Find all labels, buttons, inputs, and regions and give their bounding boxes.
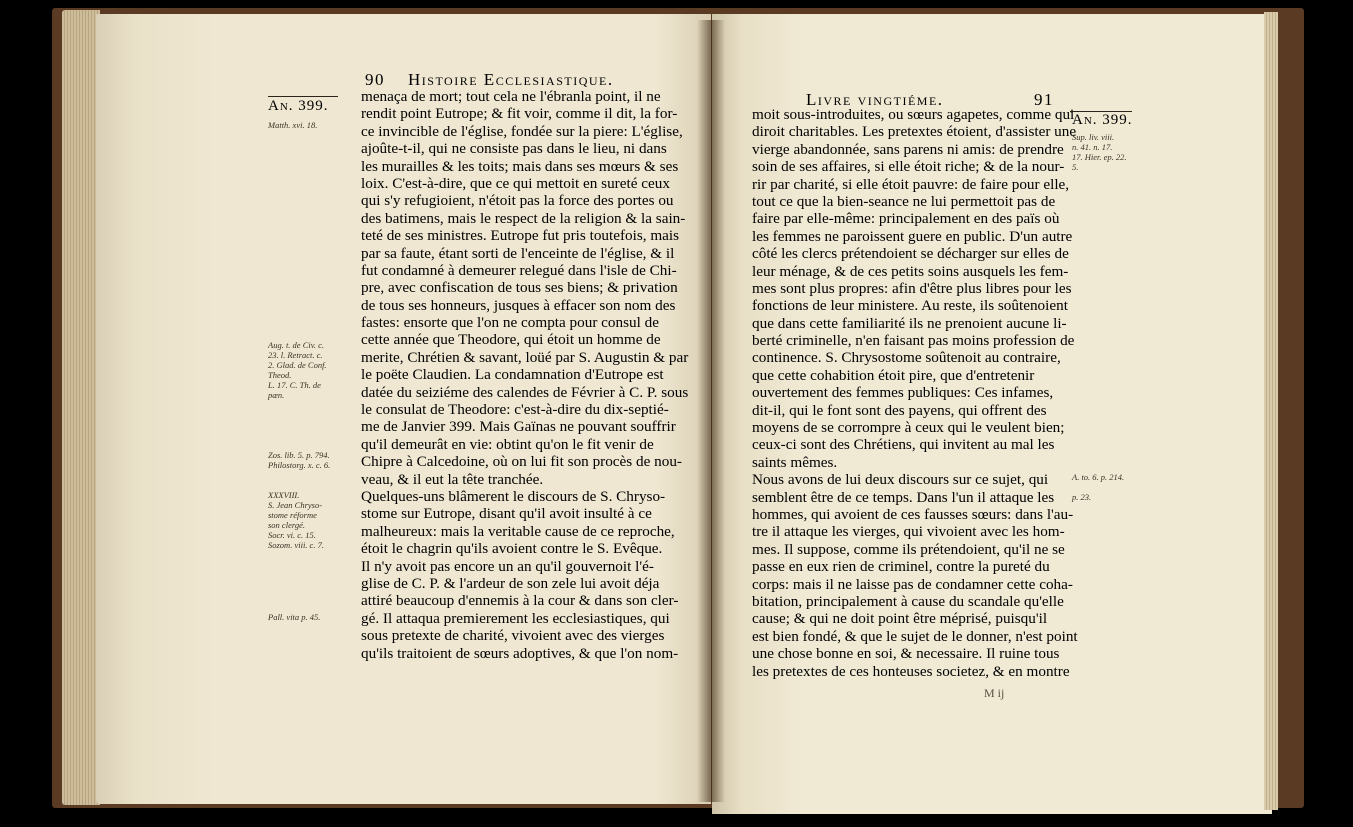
page-edges-right [1264, 12, 1278, 810]
margin-note-line: Sup. liv. viii. [1072, 132, 1115, 142]
text-line: Quelques-uns blâmerent le discours de S. Chryso- [361, 487, 666, 505]
text-line: merite, Chrétien & savant, loüé par S. Augustin & par [361, 348, 689, 366]
margin-note-line: A. to. 6. p. 214. [1072, 472, 1125, 482]
margin-note-line: XXXVIII. [268, 490, 300, 500]
text-line: que cette cohabition étoit pire, que d'entretenir [752, 366, 1035, 384]
text-line: hommes, qui avoient de ces fausses sœurs: dans l'au- [752, 505, 1074, 523]
text-line: cause; & qui ne doit point être méprisé, puisqu'il [752, 610, 1048, 628]
text-line: berté criminelle, n'en faisant pas moins profession de [752, 332, 1075, 350]
text-line: gé. Il attaqua premierement les ecclesiastiques, qui [361, 609, 670, 627]
text-line: qu'il demeurât en vie: obtint qu'on le fit venir de [361, 435, 654, 453]
text-line: pre, avec confiscation de tous ses biens; & privation [361, 279, 678, 297]
margin-note [1072, 132, 1127, 172]
margin-note-line: son clergé. [268, 520, 305, 530]
text-line: est bien fondé, & que le sujet de le donner, n'est point [752, 627, 1078, 645]
margin-note [268, 450, 330, 470]
left-year: An. 399. [268, 98, 329, 114]
text-line: tre il attaque les vierges, qui vivoient avec les hom- [752, 523, 1065, 541]
margin-note [268, 612, 320, 622]
right-year: An. 399. [1072, 112, 1133, 128]
text-line: rir par charité, si elle étoit pauvre: de faire pour elle, [752, 175, 1070, 193]
text-line: que dans cette familiarité ils ne prenoient aucune li- [752, 314, 1067, 332]
text-line: une chose bonne en soi, & necessaire. Il ruine tous [752, 645, 1060, 663]
text-line: glise de C. P. & l'ardeur de son zele lui avoit déja [361, 574, 660, 592]
margin-note-line: stome réforme [268, 510, 317, 520]
margin-note-line: p. 23. [1072, 492, 1092, 502]
text-line: les murailles & les toits; mais dans ses mœurs & ses [361, 157, 679, 175]
text-line: saints mêmes. [752, 453, 838, 471]
right-running-head: Livre vingtiéme. [806, 90, 944, 109]
text-line: des batimens, mais le respect de la religion & la sain- [361, 209, 686, 227]
text-line: qu'ils traitoient de sœurs adoptives, & que l'on nom- [361, 644, 679, 662]
text-line: de tous ses honneurs, jusques à effacer son nom des [361, 296, 676, 314]
text-line: vierge abandonnée, sans parens ni amis: de prendre [752, 140, 1064, 158]
right-page-number: 91 [1034, 90, 1054, 109]
text-line: faire par elle-même: principalement en des païs où [752, 210, 1060, 228]
right-body-text [752, 106, 1078, 680]
book-gutter [697, 20, 725, 802]
text-line: ouvertement des femmes publiques: Ces infames, [752, 384, 1054, 402]
text-line: teté de ses ministres. Eutrope fut pris toutefois, mais [361, 227, 680, 245]
text-line: me de Janvier 399. Mais Gaïnas ne pouvant souffrir [361, 418, 676, 436]
text-line: les pretextes de ces honteuses societez, & en montre [752, 662, 1070, 680]
text-line: veau, & il eut la tête tranchée. [361, 470, 544, 488]
text-line: fut condamné à demeurer relegué dans l'isle de Chi- [361, 261, 677, 279]
text-line: corps: mais il ne laisse pas de condamner cette coha- [752, 575, 1073, 593]
text-line: mes sont plus propres: afin d'être plus libres pour les [752, 279, 1072, 297]
text-line: diroit charitables. Les pretextes étoient, d'assister une [752, 123, 1077, 141]
margin-note [1072, 492, 1091, 502]
text-line: mes. Il suppose, comme ils prétendoient, qu'il ne se [752, 540, 1065, 558]
margin-note-line: Theod. [268, 370, 292, 380]
margin-note-line: Sozom. viii. c. 7. [268, 540, 324, 550]
text-line: les femmes ne paroissent guere en public. D'un autre [752, 227, 1073, 245]
left-year-rule [268, 96, 338, 97]
text-line: moit sous-introduites, ou sœurs agapetes, comme qui [752, 106, 1075, 123]
text-line: fastes: ensorte que l'on ne compta pour consul de [361, 314, 659, 332]
text-line: continence. S. Chrysostome soûtenoit au contraire, [752, 349, 1061, 367]
left-running-head: Histoire Ecclesiastique. [408, 70, 614, 89]
text-line: dit-il, qui le font sont des payens, qui offrent des [752, 401, 1047, 419]
text-line: menaça de mort; tout cela ne l'ébranla point, il ne [361, 88, 661, 105]
margin-note [268, 340, 327, 400]
margin-note-line: n. 41. n. 17. [1072, 142, 1113, 152]
text-line: passe en eux rien de criminel, contre la pureté du [752, 558, 1050, 576]
text-line: datée du seiziéme des calendes de Février à C. P. sous [361, 383, 689, 401]
text-line: côté les clercs prétendoient se décharger sur elles de [752, 245, 1069, 263]
text-line: stome sur Eutrope, disant qu'il avoit insulté à ce [361, 505, 652, 523]
text-line: Chipre à Calcedoine, où on lui fit son procès de nou- [361, 453, 682, 471]
margin-note-line: Philostorg. x. c. 6. [268, 460, 331, 470]
text-line: rendit point Eutrope; & fit voir, comme il dit, la for- [361, 105, 678, 123]
text-line: malheureux: mais la veritable cause de ce reproche, [361, 522, 675, 540]
margin-note-line: Aug. t. de Civ. c. [268, 340, 325, 350]
text-line: ceux-ci sont des Chrétiens, qui invitent au mal les [752, 436, 1055, 454]
margin-note-line: pæn. [268, 390, 285, 400]
text-line: soin de ses affaires, si elle étoit riche; & de la nour- [752, 158, 1065, 176]
text-line: le consulat de Theodore: c'est-à-dire du dix-septié- [361, 401, 669, 419]
margin-note-line: Pall. vita p. 45. [268, 612, 321, 622]
text-line: semblent être de ce temps. Dans l'un il attaque les [752, 488, 1055, 506]
margin-note-line: S. Jean Chryso- [268, 500, 323, 510]
text-line: attiré beaucoup d'ennemis à la cour & dans son cler- [361, 592, 679, 610]
text-line: le poëte Claudien. La condamnation d'Eutrope est [361, 366, 664, 384]
margin-note-line: L. 17. C. Th. de [268, 380, 321, 390]
margin-note-line: Socr. vi. c. 15. [268, 530, 316, 540]
margin-note-line: 17. Hier. ep. 22. [1072, 152, 1127, 162]
text-line: Nous avons de lui deux discours sur ce sujet, qui [752, 471, 1049, 489]
text-line: cette année que Theodore, qui étoit un homme de [361, 331, 661, 349]
text-line: qui s'y refugioient, n'étoit pas la force des portes ou [361, 192, 674, 210]
margin-note-line: Matth. xvi. 18. [268, 120, 318, 130]
text-line: par sa faute, étant sorti de l'enceinte de l'église, & il [361, 244, 675, 262]
text-line: ce invincible de l'église, fondée sur la piere: L'église, [361, 122, 683, 140]
left-body-text [361, 88, 688, 662]
text-line: leur ménage, & de ces petits soins ausquels les fem- [752, 262, 1069, 280]
left-page-number: 90 [365, 70, 385, 89]
margin-note-line: 2. Glad. de Conf. [268, 360, 327, 370]
text-line: loix. C'est-à-dire, que ce qui mettoit en sureté ceux [361, 174, 670, 192]
margin-note-line: 23. l. Retract. c. [268, 350, 323, 360]
text-line: Il n'y avoit pas encore un an qu'il gouvernoit l'é- [361, 557, 654, 575]
margin-note [268, 490, 324, 550]
text-line: sous pretexte de charité, vivoient avec des vierges [361, 627, 665, 645]
page-edges-left [62, 10, 100, 805]
text-line: moyens de se corrompre à ceux qui le veulent bien; [752, 419, 1065, 437]
text-line: étoit le chagrin qu'ils avoient contre le S. Evêque. [361, 540, 663, 558]
text-line: tout ce que la bien-seance ne lui permettoit pas de [752, 192, 1056, 210]
text-line: ajoûte-t-il, qui ne consiste pas dans le lieu, ni dans [361, 140, 667, 158]
signature-mark: M ij [984, 686, 1005, 700]
margin-note [268, 120, 317, 130]
text-line: bitation, principalement à cause du scandale qu'elle [752, 592, 1064, 610]
margin-note [1072, 472, 1124, 482]
text-line: fonctions de leur ministere. Au reste, ils soûtenoient [752, 297, 1068, 315]
margin-note-line: 5. [1072, 162, 1079, 172]
margin-note-line: Zos. lib. 5. p. 794. [268, 450, 330, 460]
